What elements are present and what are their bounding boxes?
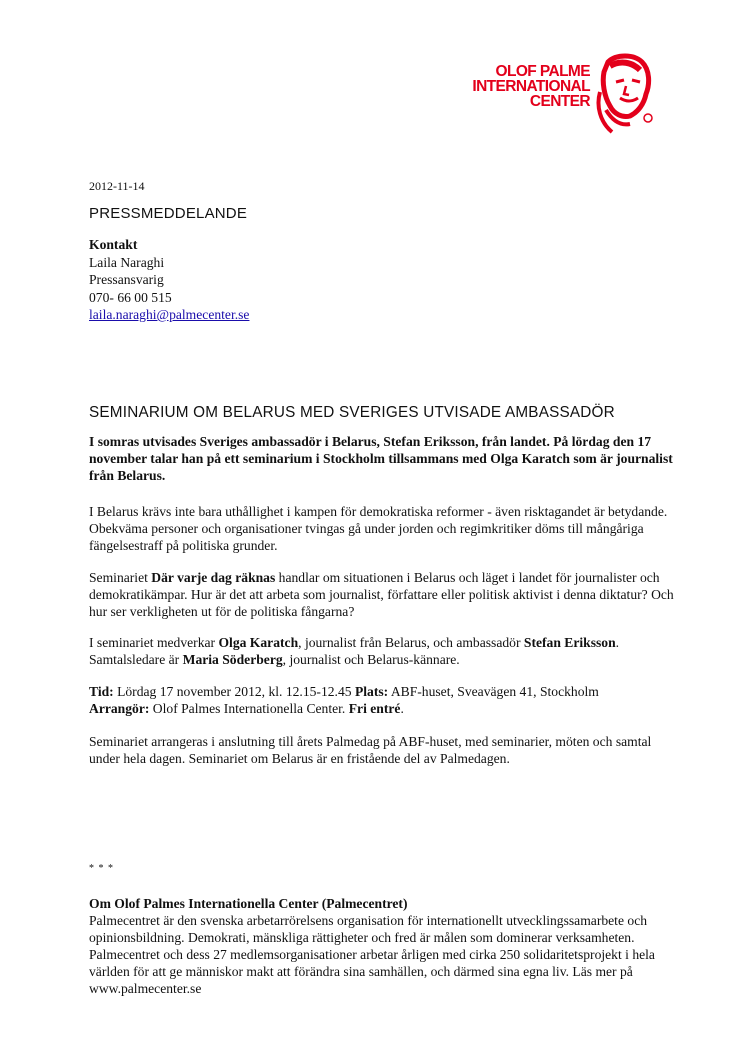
- lead-paragraph: I somras utvisades Sveriges ambassadör i Belarus, Stefan Eriksson, från landet. På lördag den 17 november talar han på ett seminarium i Stockholm tillsammans med Olga Karatch som är journalist från Belarus.: [89, 434, 673, 483]
- logo-wordmark: OLOF PALME INTERNATIONAL CENTER: [472, 63, 590, 110]
- about-organization: [89, 895, 679, 997]
- paragraph-event-details: Tid: Lördag 17 november 2012, kl. 12.15-12.45 Plats: ABF-huset, Sveavägen 41, Stockholm Arrangör: Olof Palmes Internationella Center. Fri entré.: [89, 684, 599, 716]
- portrait-logo-icon: [586, 52, 658, 134]
- about-heading: Om Olof Palmes Internationella Center (Palmecentret): [89, 896, 408, 911]
- contact-heading: Kontakt: [89, 237, 138, 252]
- contact-phone: 070- 66 00 515: [89, 289, 172, 305]
- palme-center-logo: [462, 52, 658, 134]
- paragraph-palmedag: Seminariet arrangeras i anslutning till årets Palmedag på ABF-huset, med seminarier, möten och samtal under hela dagen. Seminariet om Belarus är en fristående del av Palmedagen.: [89, 734, 652, 766]
- contact-name: Laila Naraghi: [89, 254, 165, 270]
- section-separator: * * *: [89, 863, 114, 874]
- paragraph-participants: I seminariet medverkar Olga Karatch, journalist från Belarus, och ambassadör Stefan Eriksson. Samtalsledare är Maria Söderberg, journalist och Belarus-kännare.: [89, 635, 620, 667]
- press-release-title: SEMINARIUM OM BELARUS MED SVERIGES UTVISADE AMBASSADÖR: [89, 404, 615, 421]
- contact-email-link[interactable]: laila.naraghi@palmecenter.se: [89, 307, 250, 322]
- contact-role: Pressansvarig: [89, 272, 164, 287]
- about-body: Palmecentret är den svenska arbetarrörelsens organisation för internationellt utvecklingssamarbete och opinionsbildning. Demokrati, mänskliga rättigheter och fred är målen som dominerar verksamheten. Palmecentret och dess 27 medlemsorganisationer arbetar årligen med cirka 250 solidaritetsprojekt i hela världen för att ge människor makt att förändra sina samhällen, och därmed sina egna liv. Läs mer på www.palmecenter.se: [89, 913, 655, 996]
- paragraph-seminar: Seminariet Där varje dag räknas handlar om situationen i Belarus och läget i landet för journalister och demokratikämpar. Hur är det att arbeta som journalist, författare eller politisk aktivist i denna diktatur? Och hur ser verkligheten ut för de politiska fångarna?: [89, 570, 674, 619]
- press-release-date: 2012-11-14: [89, 179, 145, 193]
- document-type-heading: PRESSMEDDELANDE: [89, 205, 248, 222]
- seminar-name: Där varje dag räknas: [151, 570, 276, 585]
- paragraph-background: I Belarus krävs inte bara uthållighet i kampen för demokratiska reformer - även risktagandet är betydande. Obekväma personer och organisationer tvingas gå under jorden och regimkritiker döms till mångåriga fängelsestraff på politiska grunder.: [89, 504, 668, 553]
- contact-block: [89, 236, 679, 324]
